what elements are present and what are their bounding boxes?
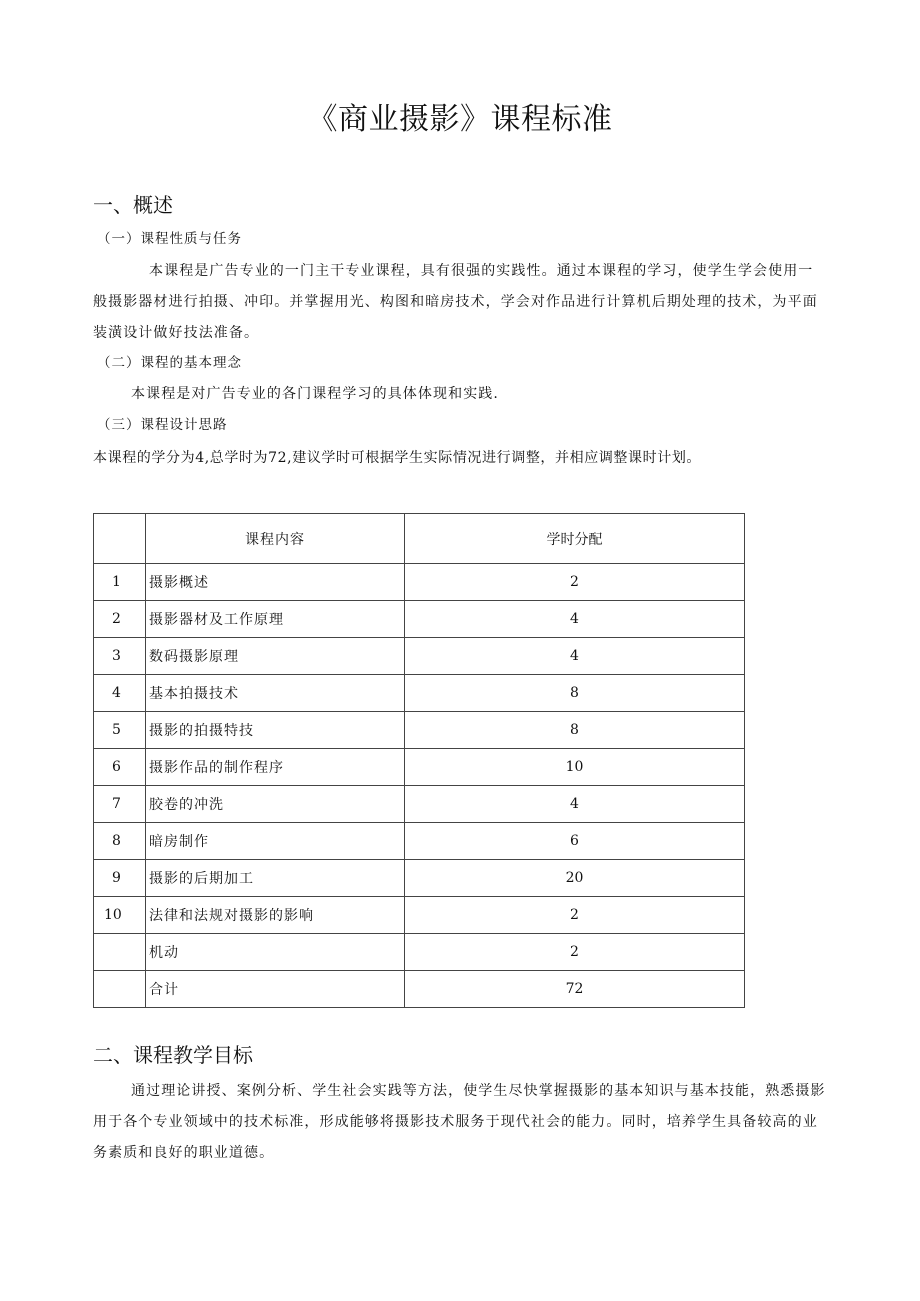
row-index: 5 [94, 712, 146, 749]
row-hours: 8 [405, 675, 745, 712]
table-row [94, 601, 745, 638]
table-row [94, 749, 745, 786]
table-row [94, 638, 745, 675]
row-index: 9 [94, 860, 146, 897]
course-hours-table [93, 513, 745, 1008]
table-row [94, 675, 745, 712]
row-content: 法律和法规对摄影的影响 [146, 897, 405, 934]
subheading-design-idea: （三）课程设计思路 [97, 417, 228, 433]
header-hours-cell: 学时分配 [405, 514, 745, 564]
table-row [94, 823, 745, 860]
paragraph-basic-concept: 本课程是对广告专业的各门课程学习的具体体现和实践. [131, 386, 499, 402]
row-hours: 2 [405, 564, 745, 601]
row-content: 摄影的后期加工 [146, 860, 405, 897]
row-hours: 4 [405, 786, 745, 823]
table-row [94, 712, 745, 749]
row-index: 7 [94, 786, 146, 823]
row-content: 合计 [146, 971, 405, 1008]
subheading-course-nature: （一）课程性质与任务 [97, 231, 242, 247]
table-row [94, 860, 745, 897]
row-hours: 72 [405, 971, 745, 1008]
row-hours: 4 [405, 601, 745, 638]
row-hours: 10 [405, 749, 745, 786]
header-index-cell [94, 514, 146, 564]
row-index: 10 [94, 897, 146, 934]
row-index [94, 934, 146, 971]
table-row [94, 786, 745, 823]
row-index: 8 [94, 823, 146, 860]
table-row [94, 897, 745, 934]
subheading-basic-concept: （二）课程的基本理念 [97, 355, 242, 371]
header-content-cell: 课程内容 [146, 514, 405, 564]
document-title: 《商业摄影》课程标准 [307, 102, 613, 137]
row-content: 基本拍摄技术 [146, 675, 405, 712]
row-index: 4 [94, 675, 146, 712]
paragraph-teaching-goals: 通过理论讲授、案例分析、学生社会实践等方法，使学生尽快掌握摄影的基本知识与基本技能，熟悉摄影用于各个专业领域中的技术标准，形成能够将摄影技术服务于现代社会的能力。同时，培养学生具备较高的业务素质和良好的职业道德。 [93, 1083, 826, 1161]
table-row [94, 934, 745, 971]
row-hours: 2 [405, 934, 745, 971]
row-hours: 6 [405, 823, 745, 860]
row-content: 摄影作品的制作程序 [146, 749, 405, 786]
section-heading-teaching-goals: 二、课程教学目标 [93, 1043, 253, 1067]
row-hours: 20 [405, 860, 745, 897]
paragraph-design-idea: 本课程的学分为4,总学时为72,建议学时可根据学生实际情况进行调整，并相应调整课时计划。 [93, 450, 702, 466]
row-content: 数码摄影原理 [146, 638, 405, 675]
row-index: 3 [94, 638, 146, 675]
row-content: 摄影器材及工作原理 [146, 601, 405, 638]
row-content: 暗房制作 [146, 823, 405, 860]
row-hours: 2 [405, 897, 745, 934]
row-index: 1 [94, 564, 146, 601]
table-row-total [94, 971, 745, 1008]
row-content: 摄影的拍摄特技 [146, 712, 405, 749]
row-content: 摄影概述 [146, 564, 405, 601]
row-hours: 8 [405, 712, 745, 749]
paragraph-course-nature: 本课程是广告专业的一门主干专业课程，具有很强的实践性。通过本课程的学习，使学生学会使用一般摄影器材进行拍摄、冲印。并掌握用光、构图和暗房技术，学会对作品进行计算机后期处理的技术，为平面装潢设计做好技法准备。 [93, 263, 818, 341]
table-row [94, 564, 745, 601]
row-content: 胶卷的冲洗 [146, 786, 405, 823]
table-header-row [94, 514, 745, 564]
section-heading-overview: 一、概述 [93, 193, 173, 217]
row-hours: 4 [405, 638, 745, 675]
row-index: 2 [94, 601, 146, 638]
row-index: 6 [94, 749, 146, 786]
row-index [94, 971, 146, 1008]
row-content: 机动 [146, 934, 405, 971]
